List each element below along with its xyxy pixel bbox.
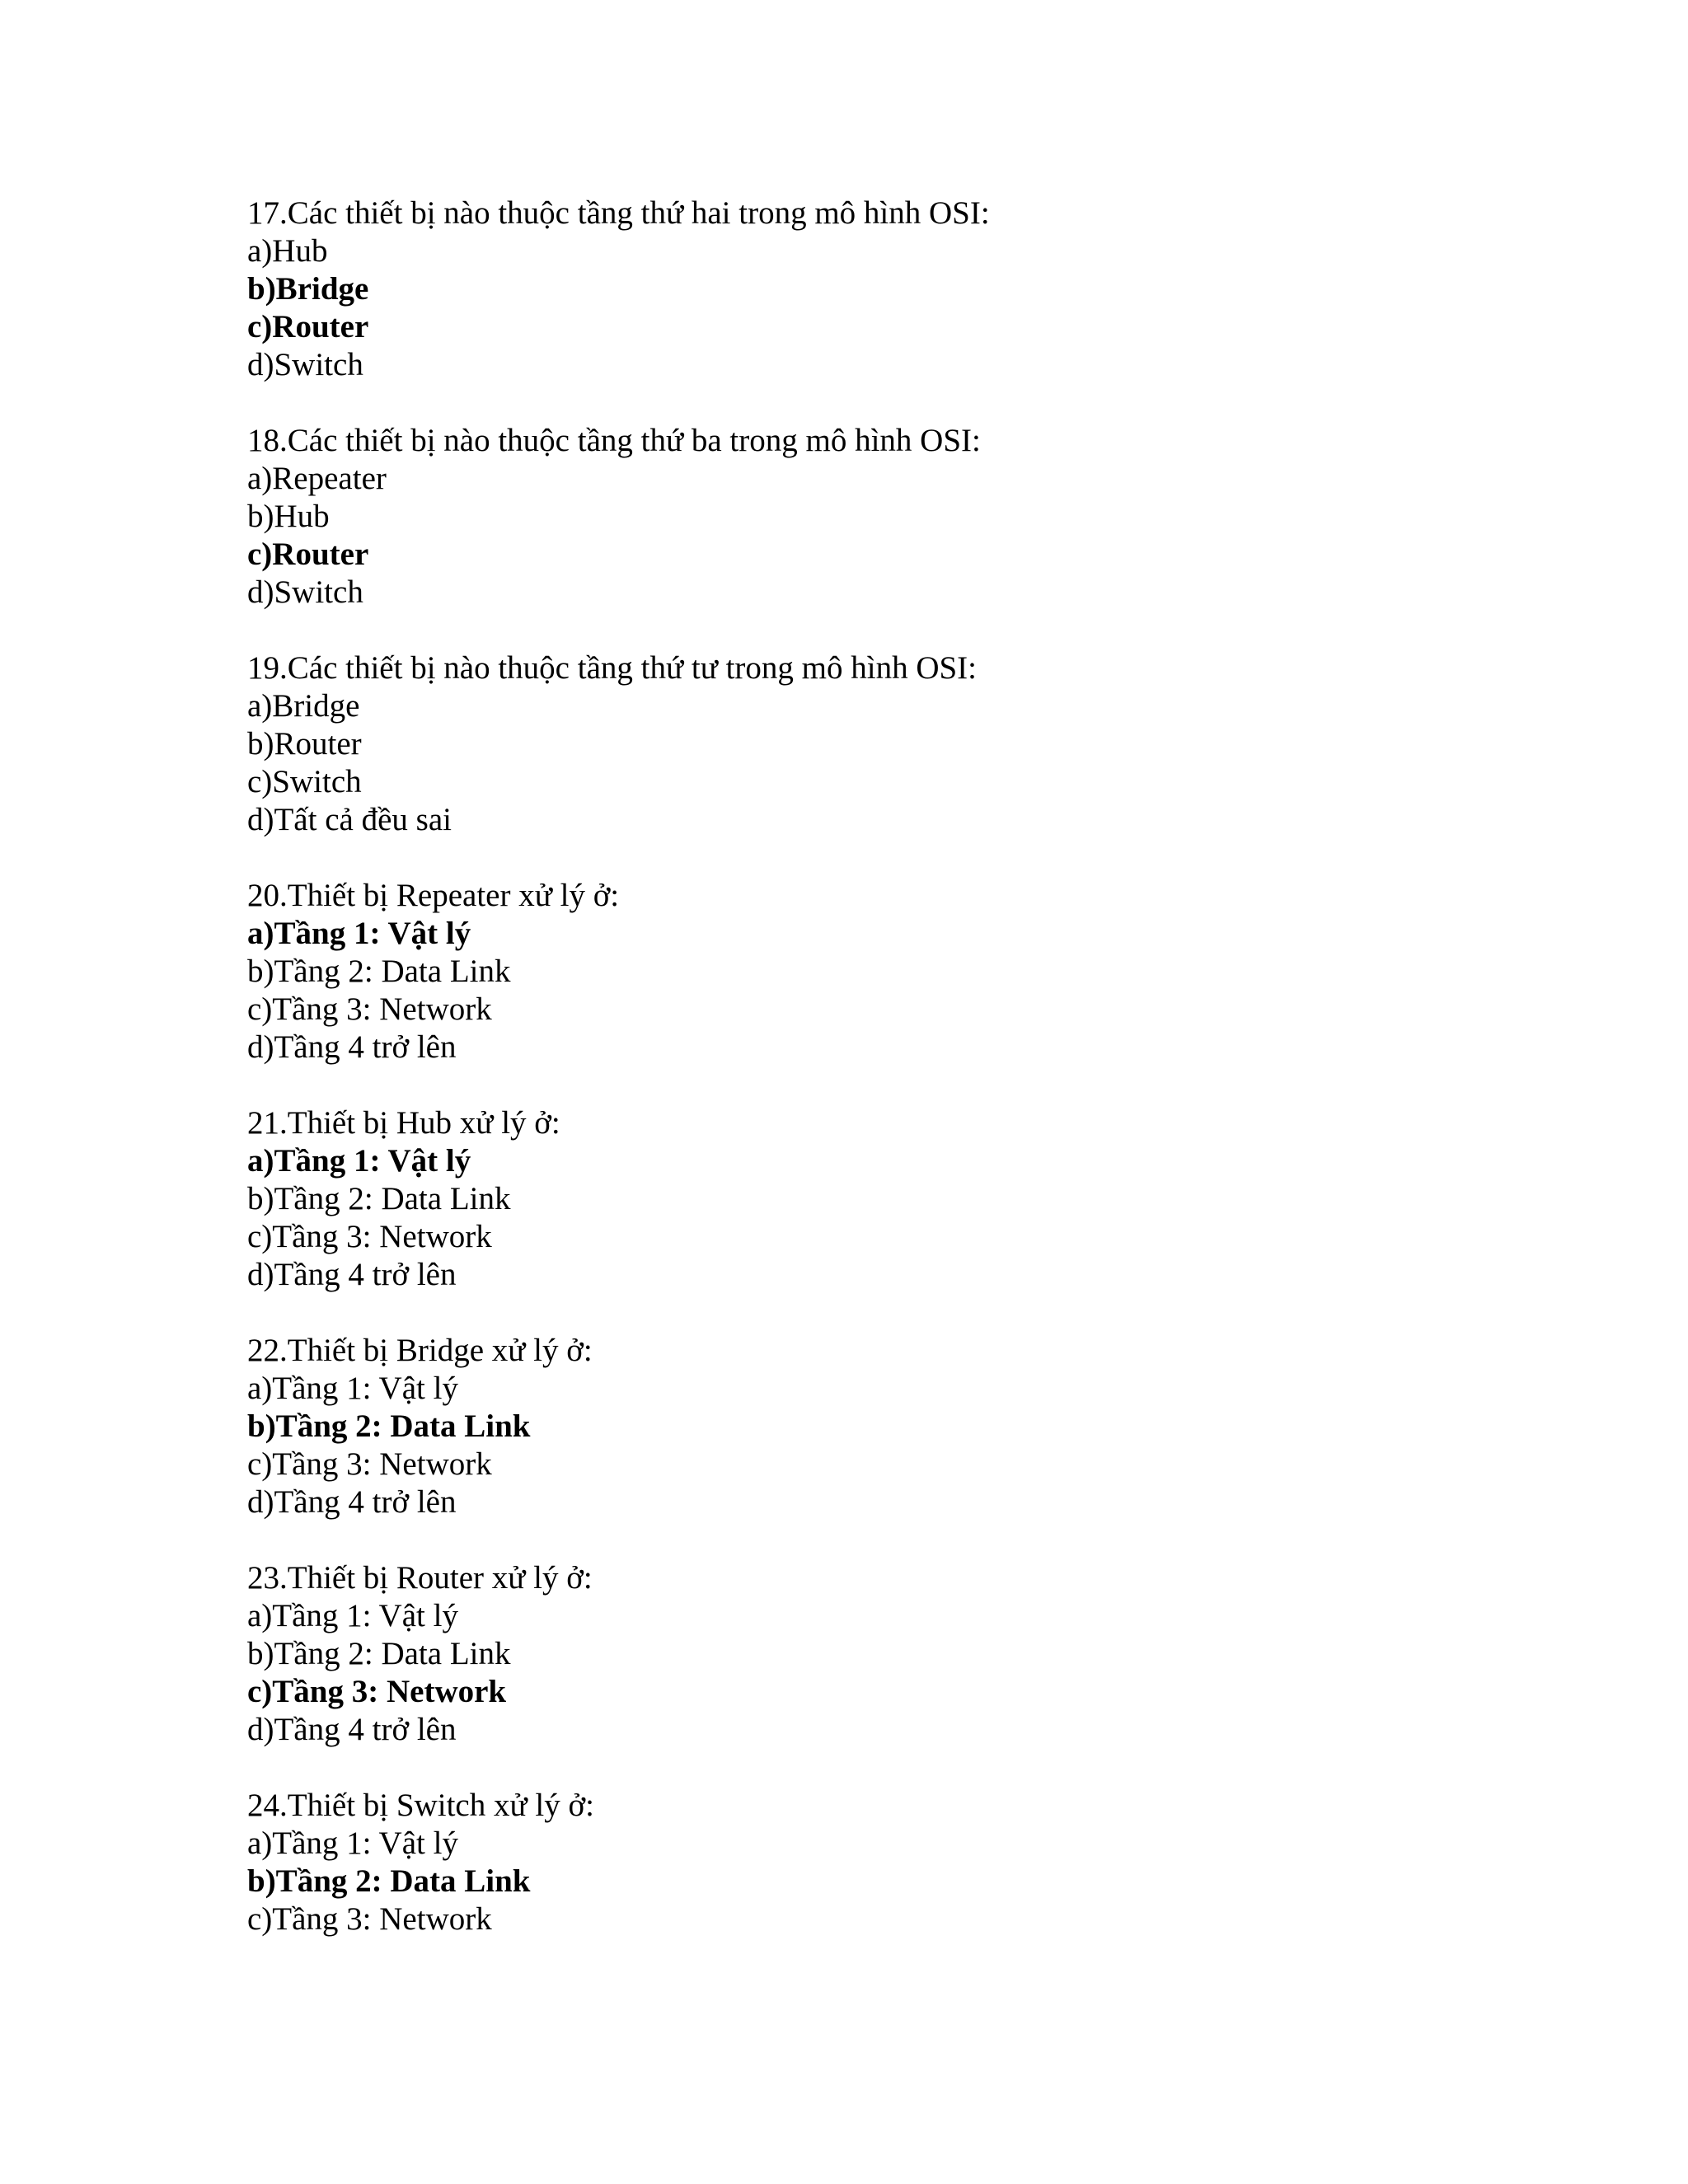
answer-option-highlighted: b)Tầng 2: Data Link: [247, 1408, 531, 1444]
question-prompt: 18.Các thiết bị nào thuộc tầng thứ ba trong mô hình OSI:: [247, 423, 981, 458]
question-prompt: 20.Thiết bị Repeater xử lý ở:: [247, 878, 620, 913]
answer-option: d)Tầng 4 trở lên: [247, 1712, 457, 1747]
question-prompt: 17.Các thiết bị nào thuộc tầng thứ hai trong mô hình OSI:: [247, 195, 990, 231]
answer-option: b)Hub: [247, 499, 330, 534]
question-block: [247, 422, 1484, 612]
answer-option: d)Tầng 4 trở lên: [247, 1029, 457, 1065]
question-prompt: 24.Thiết bị Switch xử lý ở:: [247, 1788, 594, 1823]
answer-option-highlighted: c)Router: [247, 537, 369, 572]
question-prompt: 19.Các thiết bị nào thuộc tầng thứ tư trong mô hình OSI:: [247, 650, 978, 686]
answer-option: d)Tầng 4 trở lên: [247, 1484, 457, 1520]
answer-option: d)Switch: [247, 347, 363, 382]
answer-option: d)Tất cả đều sai: [247, 802, 452, 837]
answer-option: c)Tầng 3: Network: [247, 1901, 492, 1937]
answer-option: d)Tầng 4 trở lên: [247, 1257, 457, 1292]
answer-option-highlighted: a)Tầng 1: Vật lý: [247, 1143, 471, 1179]
answer-option: b)Tầng 2: Data Link: [247, 954, 511, 989]
answer-option: d)Switch: [247, 574, 363, 610]
answer-option-highlighted: b)Tầng 2: Data Link: [247, 1863, 531, 1899]
answer-option-highlighted: c)Tầng 3: Network: [247, 1674, 507, 1709]
question-block: [247, 877, 1484, 1066]
question-block: [247, 1104, 1484, 1294]
question-block: [247, 649, 1484, 839]
answer-option: c)Tầng 3: Network: [247, 1446, 492, 1482]
answer-option: a)Tầng 1: Vật lý: [247, 1598, 458, 1633]
answer-option: a)Tầng 1: Vật lý: [247, 1371, 458, 1406]
answer-option: a)Tầng 1: Vật lý: [247, 1825, 458, 1861]
answer-option: c)Switch: [247, 764, 362, 799]
question-prompt: 22.Thiết bị Bridge xử lý ở:: [247, 1333, 593, 1368]
answer-option: a)Hub: [247, 233, 328, 269]
answer-option: c)Tầng 3: Network: [247, 991, 492, 1027]
answer-option: a)Repeater: [247, 461, 387, 496]
question-prompt: 23.Thiết bị Router xử lý ở:: [247, 1560, 593, 1596]
question-block: [247, 194, 1484, 384]
answer-option-highlighted: a)Tầng 1: Vật lý: [247, 916, 471, 951]
question-block: [247, 1559, 1484, 1749]
answer-option: c)Tầng 3: Network: [247, 1219, 492, 1254]
answer-option: a)Bridge: [247, 688, 360, 724]
answer-option: b)Router: [247, 726, 362, 762]
question-block: [247, 1787, 1484, 1938]
answer-option: b)Tầng 2: Data Link: [247, 1636, 511, 1671]
answer-option-highlighted: b)Bridge: [247, 271, 369, 307]
question-block: [247, 1332, 1484, 1521]
question-prompt: 21.Thiết bị Hub xử lý ở:: [247, 1105, 560, 1141]
answer-option-highlighted: c)Router: [247, 309, 369, 344]
answer-option: b)Tầng 2: Data Link: [247, 1181, 511, 1216]
question-list: [247, 194, 1484, 1976]
